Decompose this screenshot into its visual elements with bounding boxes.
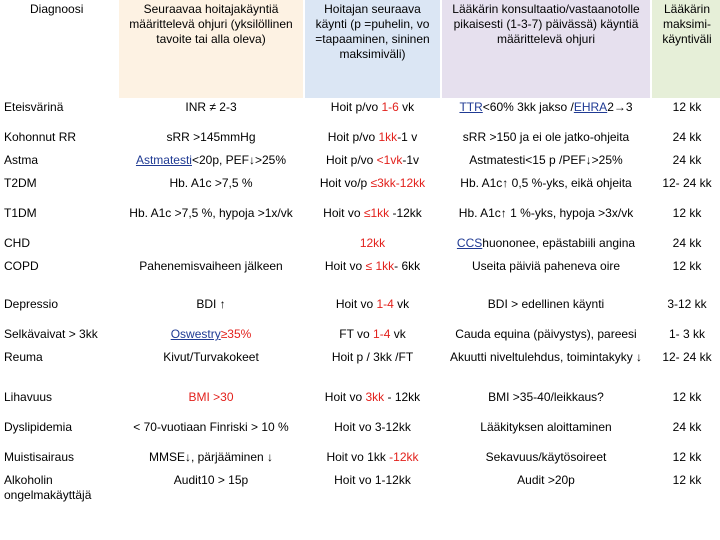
cell-nurse-visit	[305, 236, 440, 257]
cell-nurse-visit-text: Hoit vo	[324, 259, 366, 273]
cell-diagnosis: T2DM	[0, 176, 117, 204]
table-row	[0, 236, 720, 257]
cell-nurse-visit-text: vk	[393, 297, 410, 311]
cell-nurse-visit-text: -1 v	[397, 130, 418, 144]
cell-nurse-trigger	[119, 420, 303, 448]
cell-nurse-visit-text: Hoit vo 1kk	[326, 450, 390, 464]
cell-nurse-trigger-text[interactable]: Oswestry	[170, 327, 221, 341]
cell-diagnosis: Eteisvärinä	[0, 100, 117, 128]
cell-nurse-trigger-text: < 70-vuotiaan Finriski > 10 %	[133, 420, 289, 434]
cell-nurse-trigger	[119, 206, 303, 234]
cell-nurse-visit-text: vk	[398, 100, 415, 114]
cell-nurse-visit	[305, 297, 440, 325]
cell-doctor-trigger	[442, 236, 650, 257]
cell-doctor-interval: 24 kk	[652, 153, 720, 174]
cell-nurse-visit	[305, 420, 440, 448]
cell-diagnosis: CHD	[0, 236, 117, 257]
cell-nurse-visit-text: ≤3kk-12kk	[370, 176, 426, 190]
cell-doctor-trigger-text: Astmatesti<15 p /PEF↓>25%	[469, 153, 623, 167]
cell-nurse-trigger-text: Audit10 > 15p	[173, 473, 249, 487]
cell-doctor-trigger-text: 2→3	[607, 100, 633, 114]
cell-doctor-interval: 1- 3 kk	[652, 327, 720, 348]
cell-nurse-trigger	[119, 100, 303, 128]
cell-nurse-trigger-text[interactable]: Astmatesti	[135, 153, 192, 167]
cell-nurse-visit-text: FT vo	[339, 327, 374, 341]
cell-doctor-interval: 12 kk	[652, 100, 720, 128]
cell-diagnosis: T1DM	[0, 206, 117, 234]
header-nurse-visit: Hoitajan seuraava käynti (p =puhelin, vo =tapaaminen, sininen maksimiväli)	[305, 0, 440, 98]
cell-nurse-visit-text: Hoit p/vo	[330, 100, 382, 114]
cell-diagnosis: Muistisairaus	[0, 450, 117, 471]
cell-doctor-trigger-text: Akuutti niveltulehdus, toimintakyky ↓	[449, 350, 643, 364]
cell-nurse-trigger	[119, 390, 303, 418]
cell-doctor-trigger-text: huononee, epästabiili angina	[482, 236, 636, 250]
cell-doctor-trigger	[442, 176, 650, 204]
cell-nurse-visit-text: Hoit p/vo	[327, 130, 379, 144]
cell-doctor-trigger	[442, 350, 650, 388]
cell-doctor-trigger-text[interactable]: CCS	[456, 236, 483, 250]
cell-diagnosis: Kohonnut RR	[0, 130, 117, 151]
cell-nurse-trigger	[119, 350, 303, 388]
cell-nurse-visit-text: Hoit vo 1-12kk	[334, 473, 411, 487]
cell-nurse-visit	[305, 130, 440, 151]
cell-nurse-visit-text: ≤ 1kk	[365, 259, 395, 273]
cell-nurse-visit-text: -12kk	[389, 206, 422, 220]
cell-nurse-visit-text: Hoit vo	[323, 206, 364, 220]
cell-nurse-visit	[305, 176, 440, 204]
table-row	[0, 450, 720, 471]
cell-doctor-trigger	[442, 100, 650, 128]
cell-nurse-trigger-text: MMSE↓, pärjääminen ↓	[148, 450, 274, 464]
cell-nurse-trigger	[119, 297, 303, 325]
table-row	[0, 153, 720, 174]
cell-doctor-trigger	[442, 473, 650, 509]
cell-doctor-trigger	[442, 327, 650, 348]
cell-nurse-trigger-text: Pahenemisvaiheen jälkeen	[139, 259, 283, 273]
cell-nurse-trigger-text: <20p, PEF↓>25%	[191, 153, 287, 167]
cell-doctor-trigger	[442, 130, 650, 151]
cell-doctor-interval: 3-12 kk	[652, 297, 720, 325]
cell-nurse-visit	[305, 206, 440, 234]
cell-doctor-trigger-text: BMI >35-40/leikkaus?	[488, 390, 604, 404]
cell-diagnosis: Dyslipidemia	[0, 420, 117, 448]
cell-doctor-interval: 24 kk	[652, 236, 720, 257]
cell-doctor-trigger	[442, 259, 650, 295]
cell-diagnosis: Selkävaivat > 3kk	[0, 327, 117, 348]
cell-doctor-trigger-text: Audit >20p	[517, 473, 575, 487]
cell-nurse-visit-text: Hoit vo	[335, 297, 377, 311]
cell-nurse-visit-text: 1kk	[378, 130, 398, 144]
cell-nurse-visit-text: <1vk	[376, 153, 403, 167]
cell-diagnosis: Astma	[0, 153, 117, 174]
table-row	[0, 176, 720, 204]
cell-doctor-interval: 24 kk	[652, 130, 720, 151]
cell-nurse-visit	[305, 100, 440, 128]
cell-doctor-trigger	[442, 390, 650, 418]
cell-nurse-trigger	[119, 327, 303, 348]
cell-nurse-visit	[305, 473, 440, 509]
cell-diagnosis: COPD	[0, 259, 117, 295]
cell-doctor-trigger-text: Useita päiviä paheneva oire	[471, 259, 621, 273]
cell-nurse-trigger	[119, 259, 303, 295]
cell-nurse-visit-text: 1-4	[376, 297, 394, 311]
cell-doctor-trigger-text: Cauda equina (päivystys), pareesi	[455, 327, 637, 341]
cell-doctor-trigger-text[interactable]: EHRA	[573, 100, 608, 114]
cell-nurse-visit-text: -12kk	[389, 450, 419, 464]
header-diagnosis: Diagnoosi	[0, 0, 117, 98]
cell-diagnosis: Lihavuus	[0, 390, 117, 418]
cell-nurse-visit-text: vk	[390, 327, 406, 341]
header-doctor-interval: Lääkärin maksimi-käyntiväli	[652, 0, 720, 98]
cell-nurse-trigger	[119, 473, 303, 509]
cell-doctor-interval: 12- 24 kk	[652, 350, 720, 388]
cell-nurse-trigger	[119, 176, 303, 204]
cell-doctor-interval: 12 kk	[652, 473, 720, 509]
cell-nurse-trigger-text: INR ≠ 2-3	[185, 100, 237, 114]
cell-doctor-interval: 12 kk	[652, 450, 720, 471]
cell-nurse-visit	[305, 327, 440, 348]
table-row	[0, 100, 720, 128]
cell-nurse-trigger-text: Kivut/Turvakokeet	[163, 350, 259, 364]
cell-nurse-trigger	[119, 450, 303, 471]
cell-nurse-visit-text: 1-4	[373, 327, 391, 341]
cell-nurse-trigger	[119, 236, 303, 257]
cell-nurse-visit-text: ≤1kk	[363, 206, 390, 220]
cell-doctor-trigger-text: Sekavuus/käytösoireet	[485, 450, 607, 464]
table-body	[0, 100, 720, 509]
cell-doctor-interval: 12 kk	[652, 390, 720, 418]
table-row	[0, 259, 720, 295]
cell-nurse-trigger-text: sRR >145mmHg	[166, 130, 256, 144]
table-row	[0, 350, 720, 388]
cell-nurse-visit	[305, 450, 440, 471]
cell-doctor-trigger-text: BDI > edellinen käynti	[487, 297, 605, 311]
cell-diagnosis: Alkoholin ongelmakäyttäjä	[0, 473, 117, 509]
table-row	[0, 130, 720, 151]
header-row	[0, 0, 720, 98]
cell-doctor-trigger-text: Hb. A1c↑ 1 %-yks, hypoja >3x/vk	[458, 206, 634, 220]
cell-nurse-visit-text: - 12kk	[384, 390, 421, 404]
cell-doctor-trigger-text: sRR >150 ja ei ole jatko-ohjeita	[462, 130, 630, 144]
header-nurse-trigger: Seuraavaa hoitajakäyntiä määrittelevä ohjuri (yksilöllinen tavoite tai alla oleva)	[119, 0, 303, 98]
cell-nurse-trigger	[119, 153, 303, 174]
cell-doctor-trigger	[442, 297, 650, 325]
table-row	[0, 473, 720, 509]
cell-nurse-visit-text: -1v	[402, 153, 420, 167]
cell-nurse-trigger-text: ≥35%	[220, 327, 252, 341]
cell-diagnosis: Depressio	[0, 297, 117, 325]
cell-nurse-visit	[305, 350, 440, 388]
cell-nurse-visit-text: Hoit vo	[324, 390, 366, 404]
cell-nurse-visit-text: Hoit vo/p	[319, 176, 371, 190]
cell-nurse-trigger-text: Hb. A1c >7,5 %, hypoja >1x/vk	[129, 206, 293, 220]
cell-doctor-interval: 12 kk	[652, 259, 720, 295]
cell-doctor-trigger-text[interactable]: TTR	[459, 100, 483, 114]
cell-nurse-visit-text: 3kk	[365, 390, 385, 404]
cell-nurse-trigger-text: Hb. A1c >7,5 %	[169, 176, 253, 190]
cell-nurse-trigger	[119, 130, 303, 151]
cell-doctor-trigger-text: <60% 3kk jakso /	[482, 100, 574, 114]
cell-doctor-trigger	[442, 420, 650, 448]
cell-doctor-trigger	[442, 153, 650, 174]
table-row	[0, 297, 720, 325]
cell-doctor-trigger	[442, 450, 650, 471]
cell-nurse-visit-text: Hoit p / 3kk /FT	[331, 350, 414, 364]
cell-doctor-interval: 24 kk	[652, 420, 720, 448]
cell-doctor-interval: 12- 24 kk	[652, 176, 720, 204]
cell-diagnosis: Reuma	[0, 350, 117, 388]
header-doctor-trigger: Lääkärin konsultaatio/vastaanotolle pikaisesti (1-3-7) päivässä) käyntiä määrittelevä ohjuri	[442, 0, 650, 98]
table-row	[0, 327, 720, 348]
cell-nurse-visit	[305, 390, 440, 418]
cell-nurse-visit-text: Hoit p/vo	[325, 153, 377, 167]
table-row	[0, 390, 720, 418]
cell-doctor-trigger	[442, 206, 650, 234]
cell-doctor-trigger-text: Hb. A1c↑ 0,5 %-yks, eikä ohjeita	[460, 176, 632, 190]
cell-nurse-visit-text: 12kk	[359, 236, 386, 250]
table-row	[0, 420, 720, 448]
cell-doctor-trigger-text: Lääkityksen aloittaminen	[480, 420, 612, 434]
cell-nurse-visit-text: 1-6	[381, 100, 399, 114]
cell-nurse-visit-text: Hoit vo 3-12kk	[334, 420, 411, 434]
cell-nurse-visit	[305, 259, 440, 295]
cell-nurse-visit	[305, 153, 440, 174]
cell-nurse-visit-text: - 6kk	[394, 259, 421, 273]
cell-doctor-interval: 12 kk	[652, 206, 720, 234]
cell-nurse-trigger-text: BDI ↑	[196, 297, 226, 311]
cell-nurse-trigger-text: BMI >30	[188, 390, 234, 404]
table-row	[0, 206, 720, 234]
